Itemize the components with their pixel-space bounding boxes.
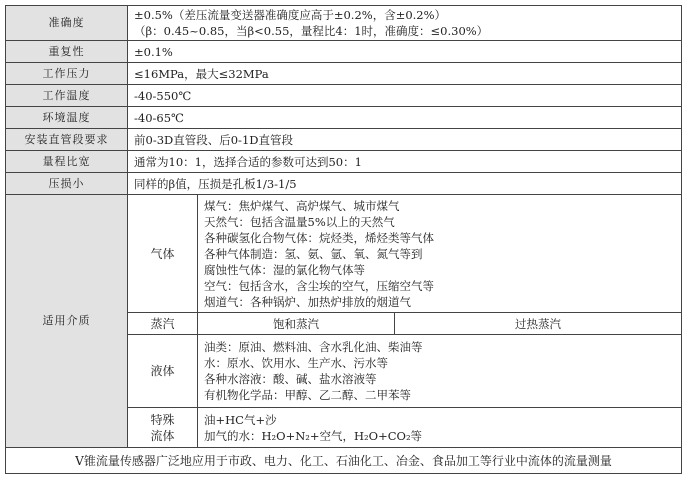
steam-label: 蒸汽 — [128, 313, 198, 335]
special-label-1: 特殊 — [150, 412, 175, 427]
temperature-label: 工作温度 — [6, 85, 128, 107]
liquid-item: 有机物化学品：甲醇、乙二醇、二甲苯等 — [204, 388, 411, 402]
special-item: 加气的水：H₂O+N₂+空气，H₂O+CO₂等 — [204, 428, 423, 443]
row-footer — [6, 448, 682, 474]
row-range-ratio — [6, 151, 682, 173]
gas-item: 烟道气：各种锅炉、加热炉排放的烟道气 — [204, 294, 411, 309]
straight-pipe-label: 安装直管段要求 — [6, 129, 128, 151]
special-list — [198, 408, 682, 448]
gas-item: 腐蚀性气体：湿的氯化物气体等 — [204, 262, 365, 277]
accuracy-line-1: ±0.5%（差压流量变送器准确度应高于±0.2%，含±0.2%） — [134, 8, 447, 22]
repeatability-label: 重复性 — [6, 41, 128, 63]
ambient-label: 环境温度 — [6, 107, 128, 129]
spec-table — [5, 5, 682, 474]
range-ratio-value: 通常为10：1，选择合适的参数可达到50：1 — [128, 151, 682, 173]
gas-item: 煤气：焦炉煤气、高炉煤气、城市煤气 — [204, 198, 400, 213]
pressure-label: 工作压力 — [6, 63, 128, 85]
pressure-loss-value: 同样的β值，压损是孔板1/3-1/5 — [128, 173, 682, 195]
media-label: 适用介质 — [6, 195, 128, 448]
row-repeatability — [6, 41, 682, 63]
accuracy-line-2: （β：0.45~0.85，当β<0.55，量程比4：1时，准确度：≤0.30%） — [134, 24, 489, 38]
liquid-item: 各种水溶液：酸、碱、盐水溶液等 — [204, 372, 377, 386]
accuracy-value — [128, 6, 682, 41]
superheated-steam: 过热蒸汽 — [395, 313, 682, 335]
repeatability-value: ±0.1% — [128, 41, 682, 63]
special-label — [128, 408, 198, 448]
row-ambient — [6, 107, 682, 129]
pressure-loss-label: 压损小 — [6, 173, 128, 195]
liquid-item: 油类：原油、燃料油、含水乳化油、柴油等 — [204, 340, 423, 354]
gas-item: 天然气：包括含温量5%以上的天然气 — [204, 214, 395, 229]
ambient-value: -40-65℃ — [128, 107, 682, 129]
range-ratio-label: 量程比宽 — [6, 151, 128, 173]
application-note: V锥流量传感器广泛地应用于市政、电力、化工、石油化工、冶金、食品加工等行业中流体的流量测量 — [6, 448, 682, 474]
temperature-value: -40-550℃ — [128, 85, 682, 107]
gas-item: 空气：包括含水，含尘埃的空气，压缩空气等 — [204, 278, 434, 293]
gas-item: 各种气体制造：氢、氨、氩、氧、氮气等到 — [204, 246, 423, 261]
liquid-item: 水：原水、饮用水、生产水、污水等 — [204, 356, 388, 370]
row-straight-pipe — [6, 129, 682, 151]
row-pressure — [6, 63, 682, 85]
row-temperature — [6, 85, 682, 107]
row-accuracy — [6, 6, 682, 41]
pressure-value: ≤16MPa，最大≤32MPa — [128, 63, 682, 85]
gas-item: 各种碳氢化合物气体：烷烃类，烯烃类等气体 — [204, 230, 434, 245]
gas-list — [198, 195, 682, 313]
special-item: 油+HC气+沙 — [204, 412, 277, 427]
special-label-2: 流体 — [150, 428, 175, 443]
straight-pipe-value: 前0-3D直管段、后0-1D直管段 — [128, 129, 682, 151]
gas-label: 气体 — [128, 195, 198, 313]
accuracy-label: 准确度 — [6, 6, 128, 41]
liquid-list — [198, 335, 682, 408]
row-media-gas — [6, 195, 682, 313]
saturated-steam: 饱和蒸汽 — [198, 313, 395, 335]
liquid-label: 液体 — [128, 335, 198, 408]
row-pressure-loss — [6, 173, 682, 195]
